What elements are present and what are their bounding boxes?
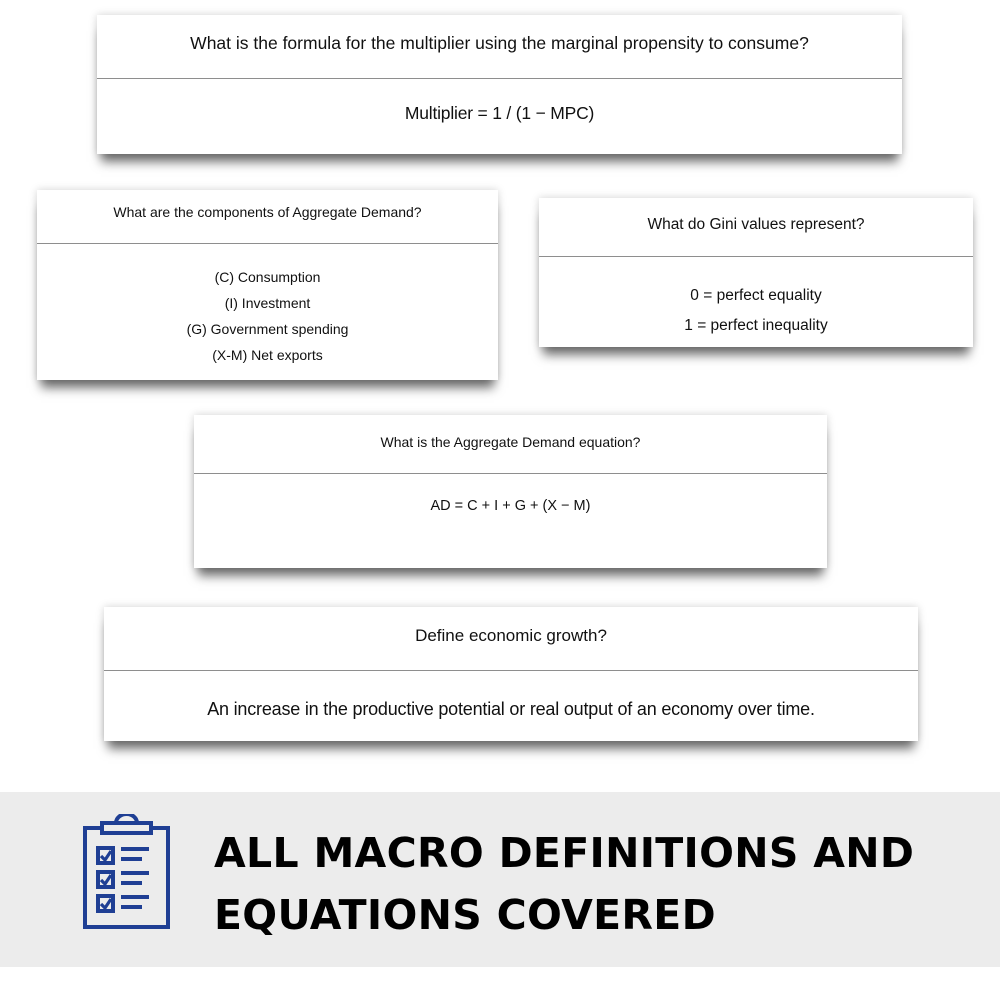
clipboard-checklist-icon <box>82 814 172 930</box>
flashcard-ad-equation <box>194 415 827 568</box>
answer-line: Multiplier = 1 / (1 − MPC) <box>404 103 595 123</box>
answer-line: AD = C + I + G + (X − M) <box>430 498 591 514</box>
question-text: What is the formula for the multiplier using the marginal propensity to consume? <box>190 33 809 53</box>
question-text: What is the Aggregate Demand equation? <box>380 434 641 450</box>
flashcard-answer <box>97 79 902 154</box>
flashcard-ad-components <box>37 190 498 380</box>
answer-line: (I) Investment <box>224 295 311 311</box>
banner-title <box>214 822 914 946</box>
answer-line: 1 = perfect inequality <box>684 317 828 334</box>
answer-line: (C) Consumption <box>214 269 321 285</box>
flashcard-answer <box>37 244 498 380</box>
flashcard-question <box>194 415 827 474</box>
flashcard-question <box>97 15 902 79</box>
banner-title-line: EQUATIONS COVERED <box>214 891 716 939</box>
flashcard-economic-growth <box>104 607 918 741</box>
answer-line: (G) Government spending <box>186 321 349 337</box>
question-text: What are the components of Aggregate Demand? <box>113 203 422 220</box>
flashcard-question <box>104 607 918 671</box>
answer-line: (X-M) Net exports <box>212 347 323 363</box>
flashcard-gini <box>539 198 973 347</box>
question-text: Define economic growth? <box>415 625 607 645</box>
flashcard-answer <box>104 671 918 741</box>
flashcard-answer <box>539 257 973 347</box>
answer-line: 0 = perfect equality <box>690 287 822 304</box>
banner-title-line: ALL MACRO DEFINITIONS AND <box>214 829 915 877</box>
flashcard-multiplier <box>97 15 902 154</box>
flashcard-question <box>37 190 498 244</box>
flashcard-answer <box>194 474 827 568</box>
question-text: What do Gini values represent? <box>647 216 865 233</box>
answer-line: An increase in the productive potential or real output of an economy over time. <box>207 699 815 719</box>
flashcard-question <box>539 198 973 257</box>
promo-banner <box>0 792 1000 967</box>
